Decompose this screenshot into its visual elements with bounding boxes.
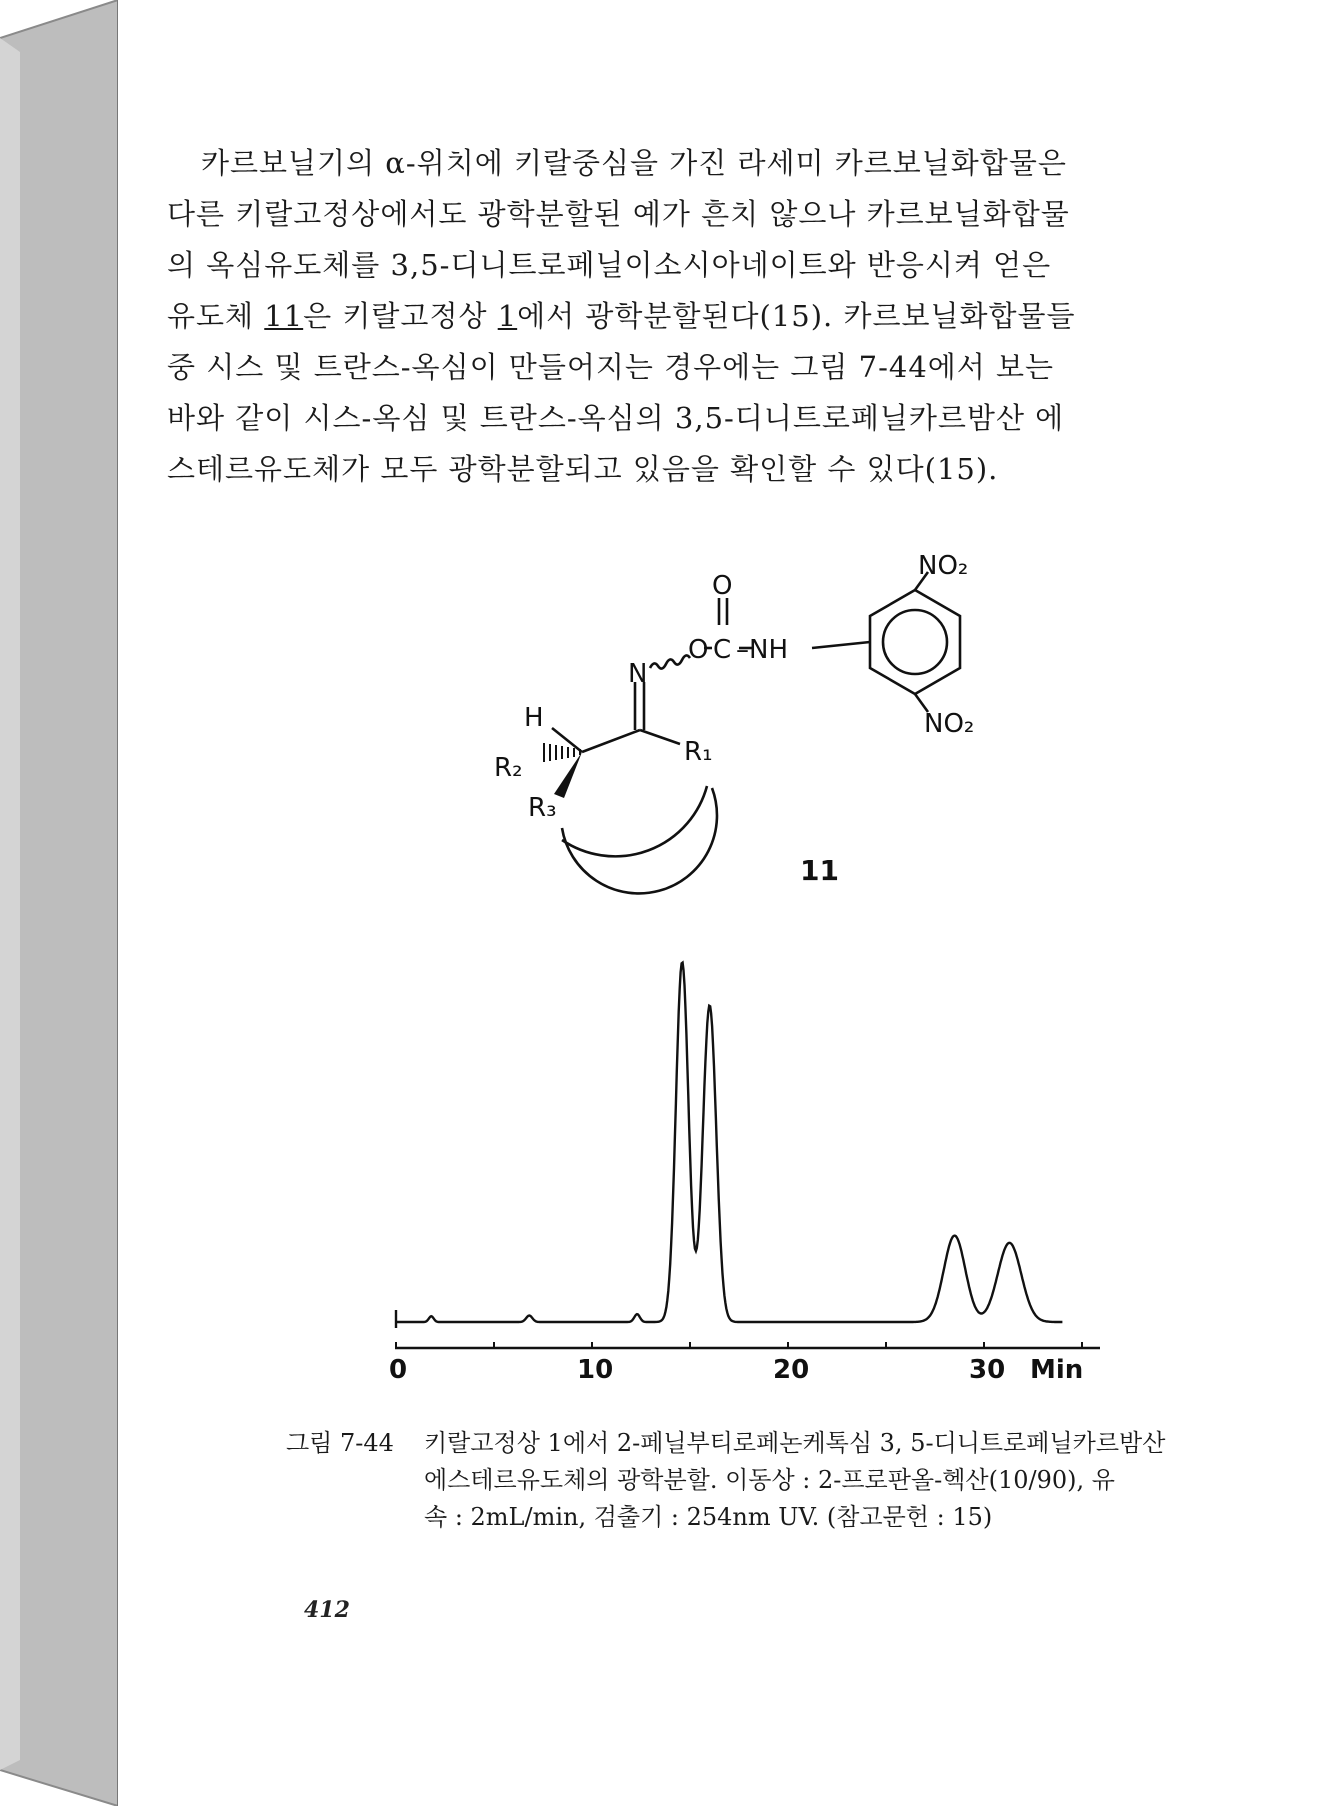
- paragraph-line: 바와 같이 시스-옥심 및 트란스-옥심의 3,5-디니트로페닐카르밤산 에: [167, 401, 1065, 435]
- paragraph-text: 유도체: [167, 299, 255, 333]
- cycle-arc: [562, 788, 717, 893]
- solid-wedge: [554, 752, 582, 798]
- paragraph-line: 다른 키랄고정상에서도 광학분할된 예가 흔치 않으나 카르보닐화합물: [167, 197, 1070, 231]
- caption-line: 속 : 2mL/min, 검출기 : 254nm UV. (참고문헌 : 15): [424, 1503, 993, 1531]
- x-tick-label: 30: [969, 1355, 1006, 1385]
- page-number: 412: [304, 1597, 350, 1623]
- aromatic-circle: [883, 610, 947, 674]
- wavy-bond: [650, 655, 690, 668]
- compound-number: 11: [800, 854, 839, 887]
- paragraph-line: 의 옥심유도체를 3,5-디니트로페닐이소시아네이트와 반응시켜 얻은: [167, 248, 1052, 282]
- figure-number: 그림 7-44: [286, 1429, 394, 1457]
- caption-line: 키랄고정상 1에서 2-페닐부티로페논케톡심 3, 5-디니트로페닐카르밤산: [424, 1429, 1166, 1457]
- caption-line: 에스테르유도체의 광학분할. 이동상 : 2-프로판올-헥산(10/90), 유: [424, 1466, 1115, 1494]
- label-oxime-o: O: [688, 635, 709, 665]
- x-tick-label: 0: [389, 1355, 408, 1385]
- label-nh: –NH: [736, 635, 788, 665]
- label-c: C: [713, 635, 732, 665]
- x-tick-label: 20: [773, 1355, 810, 1385]
- label-r2: R₂: [494, 753, 523, 783]
- label-h: H: [524, 703, 544, 733]
- compound-ref-1: 1: [497, 299, 518, 333]
- chemical-structure: [552, 572, 960, 974]
- x-tick-label: 10: [577, 1355, 614, 1385]
- paragraph-line: 중 시스 및 트란스-옥심이 만들어지는 경우에는 그림 7-44에서 보는: [167, 350, 1055, 384]
- label-r1: R₁: [684, 737, 713, 767]
- chromatogram-trace: [396, 963, 1062, 1322]
- paragraph-line: 스테르유도체가 모두 광학분할되고 있음을 확인할 수 있다(15).: [167, 452, 999, 486]
- x-axis-label: Min: [1030, 1355, 1084, 1385]
- figure-caption: [286, 1425, 1226, 1536]
- paragraph-text: 에서 광학분할된다(15). 카르보닐화합물들: [517, 299, 1076, 333]
- chromatogram: [389, 963, 1100, 1385]
- paragraph-text: 은 키랄고정상: [303, 299, 488, 333]
- paragraph-line: 카르보닐기의 α-위치에 키랄중심을 가진 라세미 카르보닐화합물은: [201, 146, 1067, 180]
- compound-ref-11: 11: [264, 299, 304, 333]
- label-n: N: [628, 659, 648, 689]
- label-carbonyl-o: O: [712, 571, 733, 601]
- label-r3: R₃: [528, 793, 557, 823]
- label-no2-top: NO₂: [918, 551, 969, 581]
- label-no2-bottom: NO₂: [924, 709, 975, 739]
- ring-arc: [562, 786, 707, 856]
